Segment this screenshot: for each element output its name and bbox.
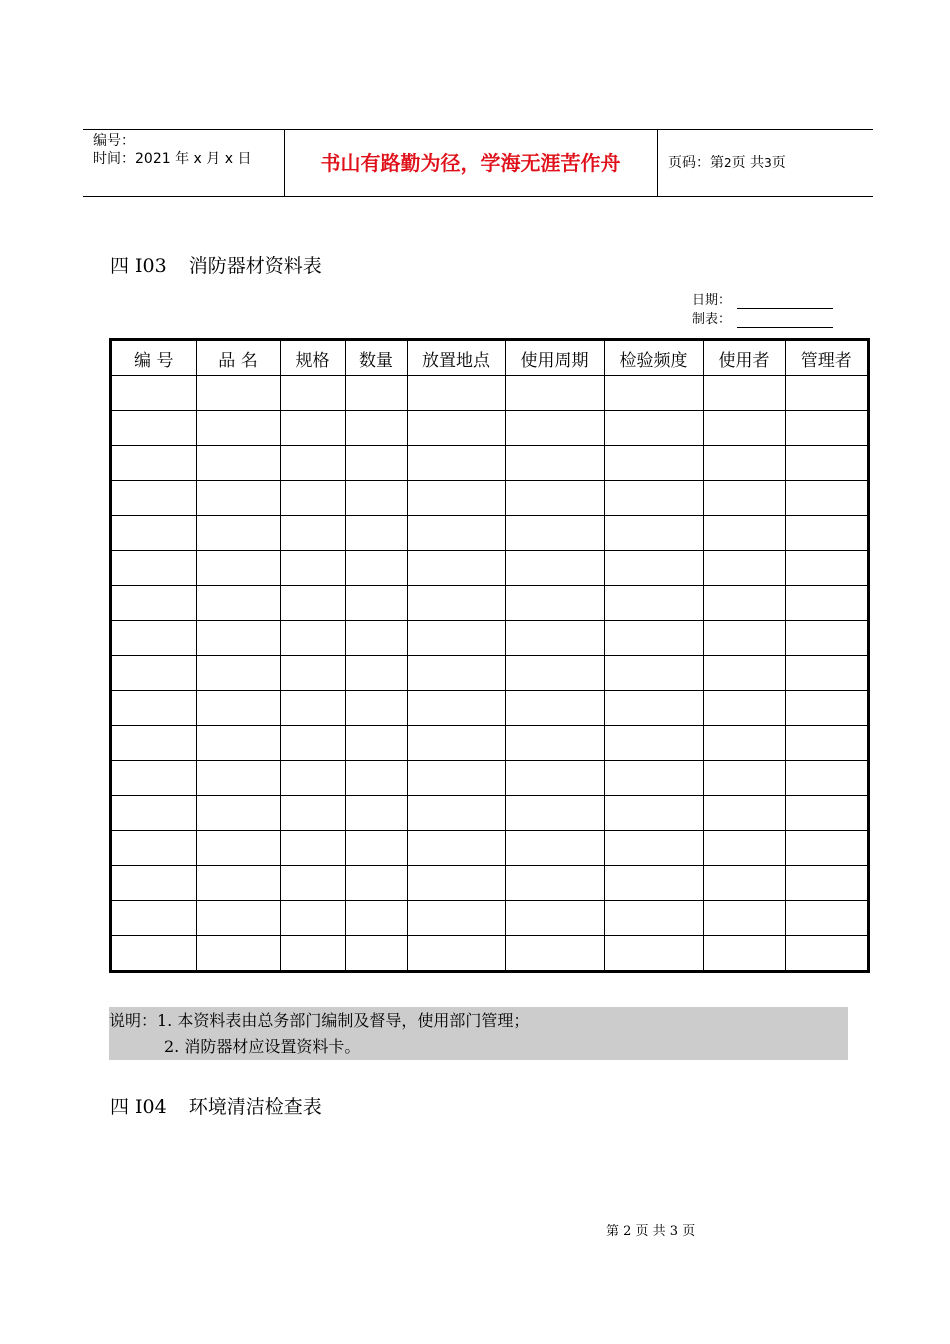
table-cell[interactable] — [345, 866, 407, 901]
table-cell[interactable] — [703, 551, 785, 586]
table-cell[interactable] — [280, 551, 345, 586]
table-cell[interactable] — [280, 411, 345, 446]
table-row — [112, 516, 867, 551]
table-cell[interactable] — [604, 481, 703, 516]
table-cell[interactable] — [407, 586, 505, 621]
table-cell[interactable] — [785, 796, 867, 831]
table-cell[interactable] — [703, 761, 785, 796]
table-cell[interactable] — [196, 621, 280, 656]
table-cell[interactable] — [785, 901, 867, 936]
table-cell[interactable] — [785, 586, 867, 621]
table-row — [112, 866, 867, 901]
table-cell[interactable] — [112, 621, 196, 656]
table-cell[interactable] — [280, 901, 345, 936]
table-cell[interactable] — [505, 656, 604, 691]
table-cell[interactable] — [785, 866, 867, 901]
table-cell[interactable] — [505, 621, 604, 656]
table-cell[interactable] — [345, 796, 407, 831]
table-cell[interactable] — [785, 411, 867, 446]
table-cell[interactable] — [280, 761, 345, 796]
table-cell[interactable] — [196, 691, 280, 726]
table-cell[interactable] — [604, 551, 703, 586]
table-cell[interactable] — [345, 411, 407, 446]
table-cell[interactable] — [112, 656, 196, 691]
table-cell[interactable] — [112, 446, 196, 481]
table-cell[interactable] — [505, 901, 604, 936]
table-header-row — [112, 341, 867, 376]
table-cell[interactable] — [345, 376, 407, 411]
table-cell[interactable] — [112, 551, 196, 586]
table-cell[interactable] — [505, 376, 604, 411]
table-cell[interactable] — [345, 481, 407, 516]
table-body — [112, 376, 867, 971]
column-header: 使用周期 — [505, 341, 604, 376]
table-cell[interactable] — [280, 831, 345, 866]
table-cell[interactable] — [407, 936, 505, 971]
table-cell[interactable] — [112, 831, 196, 866]
table-cell[interactable] — [407, 481, 505, 516]
table-cell[interactable] — [604, 621, 703, 656]
table-cell[interactable] — [407, 411, 505, 446]
table-cell[interactable] — [345, 761, 407, 796]
maker-label: 制表： — [692, 312, 732, 327]
section-title-fire-equipment — [110, 254, 322, 278]
table-cell[interactable] — [785, 446, 867, 481]
table-row — [112, 586, 867, 621]
table-cell[interactable] — [785, 656, 867, 691]
column-header: 检验频度 — [604, 341, 703, 376]
table-cell[interactable] — [785, 516, 867, 551]
header-page-mid: 页 共 — [731, 155, 765, 171]
table-cell[interactable] — [703, 656, 785, 691]
table-cell[interactable] — [703, 411, 785, 446]
table-cell[interactable] — [604, 376, 703, 411]
table-cell[interactable] — [196, 481, 280, 516]
section-code: 四 I04 — [110, 1096, 167, 1118]
table-cell[interactable] — [196, 901, 280, 936]
table-cell[interactable] — [505, 796, 604, 831]
table-cell[interactable] — [196, 516, 280, 551]
table-cell[interactable] — [196, 831, 280, 866]
maker-blank-line[interactable] — [737, 314, 833, 328]
table-cell[interactable] — [407, 551, 505, 586]
table-cell[interactable] — [505, 726, 604, 761]
table-cell[interactable] — [505, 411, 604, 446]
table-cell[interactable] — [280, 446, 345, 481]
table-cell[interactable] — [604, 726, 703, 761]
header-page-total: 3 — [764, 156, 772, 170]
table-cell[interactable] — [280, 691, 345, 726]
table-cell[interactable] — [604, 866, 703, 901]
table-cell[interactable] — [280, 376, 345, 411]
table-cell[interactable] — [345, 446, 407, 481]
table-cell[interactable] — [345, 901, 407, 936]
table-cell[interactable] — [196, 551, 280, 586]
table-cell[interactable] — [112, 726, 196, 761]
table-cell[interactable] — [112, 761, 196, 796]
header-page-suffix: 页 — [771, 155, 786, 171]
fire-equipment-table — [109, 338, 870, 973]
table-cell[interactable] — [196, 446, 280, 481]
table-cell[interactable] — [345, 691, 407, 726]
table-cell[interactable] — [703, 691, 785, 726]
table-cell[interactable] — [345, 726, 407, 761]
table-cell[interactable] — [280, 516, 345, 551]
table-cell[interactable] — [785, 621, 867, 656]
table-cell[interactable] — [505, 516, 604, 551]
table-cell[interactable] — [505, 761, 604, 796]
table-cell[interactable] — [407, 656, 505, 691]
section-code: 四 I03 — [110, 255, 167, 277]
column-header: 数量 — [345, 341, 407, 376]
date-label: 日期： — [692, 293, 732, 308]
table-cell[interactable] — [112, 376, 196, 411]
column-header: 放置地点 — [407, 341, 505, 376]
table-cell[interactable] — [407, 446, 505, 481]
table-cell[interactable] — [345, 831, 407, 866]
table-cell[interactable] — [703, 621, 785, 656]
section-title-text: 环境清洁检查表 — [188, 1096, 322, 1118]
table-cell[interactable] — [112, 516, 196, 551]
table-cell[interactable] — [196, 656, 280, 691]
section-title-cleaning-check — [110, 1095, 322, 1119]
table-cell[interactable] — [407, 761, 505, 796]
table-row — [112, 691, 867, 726]
table-cell[interactable] — [604, 446, 703, 481]
table-cell[interactable] — [505, 551, 604, 586]
table-cell[interactable] — [196, 411, 280, 446]
table-cell[interactable] — [280, 586, 345, 621]
table-cell[interactable] — [505, 586, 604, 621]
table-cell[interactable] — [785, 551, 867, 586]
table-cell[interactable] — [196, 796, 280, 831]
column-header: 使用者 — [703, 341, 785, 376]
table-cell[interactable] — [407, 691, 505, 726]
table-cell[interactable] — [505, 936, 604, 971]
note-line-1: 说明：1. 本资料表由总务部门编制及督导，使用部门管理； — [109, 1011, 530, 1030]
table-cell[interactable] — [703, 376, 785, 411]
table-cell[interactable] — [280, 726, 345, 761]
table-cell[interactable] — [703, 796, 785, 831]
table-row — [112, 796, 867, 831]
page-footer: 第 2 页 共 3 页 — [606, 1224, 696, 1239]
table-row — [112, 411, 867, 446]
header-motto: 书山有路勤为径，学海无涯苦作舟 — [320, 151, 621, 175]
table-row — [112, 726, 867, 761]
note-line-2: 2. 消防器材应设置资料卡。 — [164, 1037, 361, 1056]
table-cell[interactable] — [280, 621, 345, 656]
table-cell[interactable] — [604, 656, 703, 691]
table-cell[interactable] — [703, 866, 785, 901]
table-cell[interactable] — [407, 516, 505, 551]
table-row — [112, 551, 867, 586]
column-header: 规格 — [280, 341, 345, 376]
table-cell[interactable] — [604, 761, 703, 796]
table-cell[interactable] — [785, 481, 867, 516]
table-cell[interactable] — [505, 831, 604, 866]
header-top-rule — [83, 129, 873, 130]
header-time-label: 时间：2021 年 x 月 x 日 — [93, 151, 252, 167]
table-cell[interactable] — [112, 901, 196, 936]
table-cell[interactable] — [345, 621, 407, 656]
table-cell[interactable] — [703, 901, 785, 936]
table-cell[interactable] — [407, 796, 505, 831]
table-cell[interactable] — [196, 866, 280, 901]
table-row — [112, 831, 867, 866]
table-cell[interactable] — [345, 586, 407, 621]
table-row — [112, 761, 867, 796]
header-number-label: 编号： — [93, 133, 135, 149]
table-cell[interactable] — [604, 936, 703, 971]
table-cell[interactable] — [604, 901, 703, 936]
table-cell[interactable] — [196, 761, 280, 796]
table-row — [112, 936, 867, 971]
table-cell[interactable] — [345, 551, 407, 586]
table-cell[interactable] — [703, 726, 785, 761]
table-row — [112, 621, 867, 656]
header-divider-right — [657, 129, 658, 197]
table-cell[interactable] — [407, 376, 505, 411]
table-cell[interactable] — [604, 831, 703, 866]
table-cell[interactable] — [505, 691, 604, 726]
table-cell[interactable] — [112, 691, 196, 726]
table-cell[interactable] — [407, 866, 505, 901]
notes-box — [109, 1007, 848, 1060]
table-cell[interactable] — [785, 691, 867, 726]
date-blank-line[interactable] — [737, 295, 833, 309]
header-page-prefix: 页码：第 — [668, 155, 724, 171]
table-cell[interactable] — [703, 481, 785, 516]
table-cell[interactable] — [196, 936, 280, 971]
table-cell[interactable] — [112, 796, 196, 831]
table-cell[interactable] — [407, 621, 505, 656]
table-cell[interactable] — [703, 936, 785, 971]
table-cell[interactable] — [604, 691, 703, 726]
table-row — [112, 656, 867, 691]
section-title-text: 消防器材资料表 — [188, 255, 322, 277]
table-cell[interactable] — [112, 866, 196, 901]
column-header: 管理者 — [785, 341, 867, 376]
header-info — [93, 132, 251, 168]
table-row — [112, 901, 867, 936]
table-cell[interactable] — [280, 936, 345, 971]
table-cell[interactable] — [407, 726, 505, 761]
table-cell[interactable] — [604, 516, 703, 551]
table-cell[interactable] — [112, 481, 196, 516]
table-cell[interactable] — [407, 831, 505, 866]
header-page-info — [668, 154, 786, 172]
table-cell[interactable] — [604, 796, 703, 831]
table-cell[interactable] — [196, 726, 280, 761]
table-cell[interactable] — [505, 481, 604, 516]
maker-field — [692, 312, 833, 328]
table-cell[interactable] — [703, 586, 785, 621]
table-cell[interactable] — [112, 411, 196, 446]
column-header: 编 号 — [112, 341, 196, 376]
table-cell[interactable] — [345, 516, 407, 551]
table-cell[interactable] — [703, 831, 785, 866]
table-cell[interactable] — [785, 376, 867, 411]
column-header: 品 名 — [196, 341, 280, 376]
date-field — [692, 293, 833, 309]
table-cell[interactable] — [112, 586, 196, 621]
table-row — [112, 481, 867, 516]
table-cell[interactable] — [280, 866, 345, 901]
table-cell[interactable] — [280, 481, 345, 516]
table-cell[interactable] — [703, 446, 785, 481]
table-cell[interactable] — [112, 936, 196, 971]
header-bottom-rule — [83, 196, 873, 197]
table-cell[interactable] — [196, 376, 280, 411]
table-cell[interactable] — [505, 866, 604, 901]
header-page-current: 2 — [724, 156, 732, 170]
table-row — [112, 376, 867, 411]
table-cell[interactable] — [280, 656, 345, 691]
table-cell[interactable] — [505, 446, 604, 481]
table-cell[interactable] — [703, 516, 785, 551]
table-cell[interactable] — [280, 796, 345, 831]
table-row — [112, 446, 867, 481]
table-cell[interactable] — [345, 936, 407, 971]
table-cell[interactable] — [785, 936, 867, 971]
table-cell[interactable] — [345, 656, 407, 691]
table-cell[interactable] — [196, 586, 280, 621]
table-cell[interactable] — [407, 901, 505, 936]
table-cell[interactable] — [604, 586, 703, 621]
table-cell[interactable] — [604, 411, 703, 446]
table-cell[interactable] — [785, 726, 867, 761]
table-cell[interactable] — [785, 831, 867, 866]
table-cell[interactable] — [785, 761, 867, 796]
